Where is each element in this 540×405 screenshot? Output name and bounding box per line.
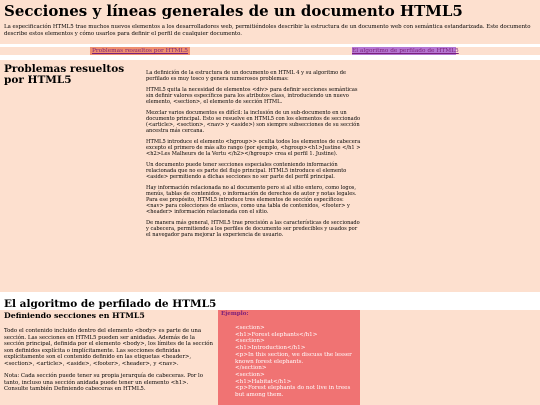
paragraph: La definición de la estructura de un documento en HTML 4 y su algoritmo de perfilado es muy tosco y genera numerosos problemas: <box>146 70 347 83</box>
paragraph: Mezclar varios documentos es difícil: la inclusión de un sub-documento en un documento principal. Esto se resuelve en HTML5 con los elementos de seccionado (<article>, <section>, <nav> y <aside>) son siempre subsecciones de su sección ancestra más cercana. <box>146 109 361 135</box>
code-line: <section> <box>235 371 265 378</box>
code-line: <p>Forest elephants do not live in trees but among them. <box>235 385 351 399</box>
paragraph: De manera más general, HTML5 trae precisión a las características de seccionado y cabecera, permitiendo a los perfiles de documento ser predecibles y usados por el navegador para mejorar la experiencia de usuario. <box>146 219 360 239</box>
page-title: Secciones y líneas generales de un documento HTML5 <box>4 2 463 20</box>
page-description: La especificación HTML5 trae muchos nuevos elementos a los desarrolladores web, permitiéndoles describir la estructura de un documento web con semántica estandarizada. Este documento describe estos elementos y cómo usarlos para definir el perfil de cualquier documento. <box>4 24 531 37</box>
code-line: <h1>Habitat</h1> <box>235 378 292 385</box>
code-line: </section> <box>235 365 267 372</box>
section-algoritmo-title: El algoritmo de perfilado de HTML5 <box>4 298 217 310</box>
nav-link-problemas[interactable]: Problemas resueltos por HTML5 <box>90 47 190 55</box>
section-problemas-title: Problemas resueltos por HTML5 <box>4 63 125 86</box>
main-nav <box>0 47 540 55</box>
article-body <box>4 328 214 399</box>
paragraph: HTML5 quita la necesidad de elementos <div> para definir secciones semánticas sin definir valores específicos para los atributos class, introduciendo un nuevo elemento, <section>, el elemento de sección HTML. <box>146 86 358 106</box>
paragraph: Hay información relacionada no al documento pero si al sitio entero, como logos, menús, tablas de contenidos, o información de derechos de autor y notas legales. Para ese propósito, HTML5 introduce tres elementos de sección específicos: <nav> para colecciones de enlaces, como una tabla de contenidos, <footer> y <header> información relacionada con el sitio. <box>146 184 357 216</box>
section-problemas <box>0 60 540 292</box>
code-line: <h1>Forest elephants</h1> <box>235 331 318 338</box>
article-title: Definiendo secciones en HTML5 <box>4 311 145 320</box>
code-line: <p>In this section, we discuss the lesser known forest elephants. <box>235 351 352 365</box>
example-label: Ejemplo: <box>221 311 249 317</box>
paragraph: Nota: Cada sección puede tener su propia jerarquía de cabeceras. Por lo tanto, incluso una sección anidada puede tener un elemento <h1>. Consulte también Definiendo cabeceras en HTML5. <box>4 373 203 392</box>
page-header <box>0 0 540 44</box>
section-problemas-body <box>146 70 361 243</box>
paragraph: Todo el contenido incluido dentro del elemento <body> es parte de una sección. Las secciones en HTML5 pueden ser anidadas. Además de la sección principal, definida por el elemento <body>, los límites de la sección son definidos explícita o implícitamente. Las secciones definidas explícitamente son el contenido definido en las etiquetas <header>, <section>, <article>, <aside>, <footer>, <header>, y <nav>. <box>4 328 214 367</box>
code-line: <section> <box>235 338 265 345</box>
paragraph: Un documento puede tener secciones especiales conteniendo información relacionada que no es parte del flujo principal. HTML5 introduce el elemento <aside> permitiendo a dichas secciones no ser parte del perfil principal. <box>146 161 347 181</box>
code-line: <section> <box>235 325 265 331</box>
example-box <box>218 310 360 405</box>
code-line: <h1>Introduction</h1> <box>235 345 306 352</box>
nav-link-algoritmo[interactable]: El algoritmo de perfilado de HTML5 <box>352 48 459 54</box>
paragraph: HTML5 introduce el elemento <hgroup>> oculta todos los elementos de cabecera excepto el primero de más alto rango (por ejemplo, <hgroup><h1>Justine </h1 ><h2>Les Malheurs de la Vertu </h2></hgroup> crea el perfil 1. Justine). <box>146 138 361 158</box>
example-code <box>235 325 357 399</box>
